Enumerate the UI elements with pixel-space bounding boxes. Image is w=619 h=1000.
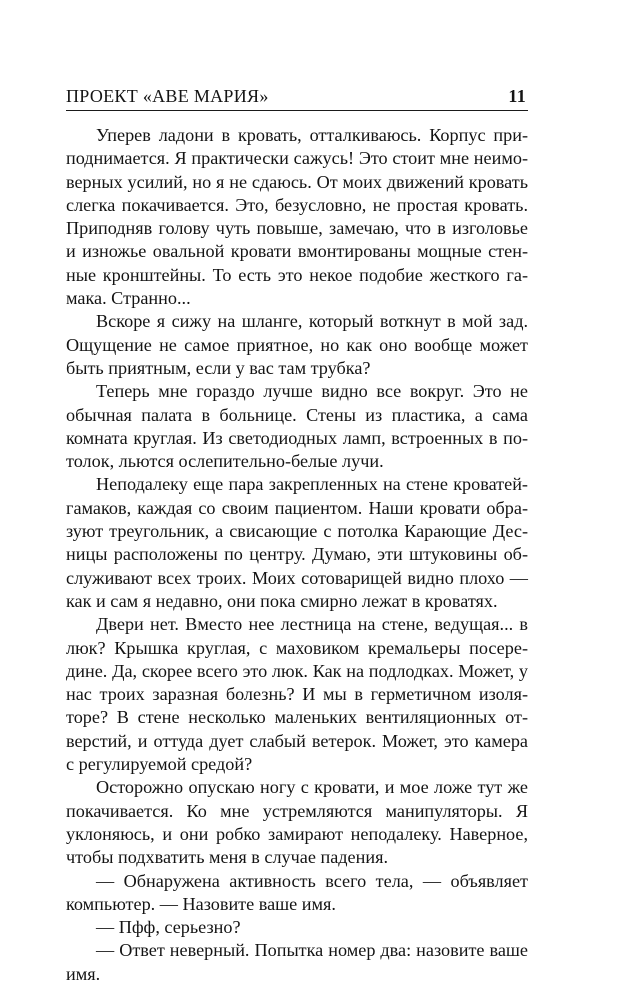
page-number: 11	[508, 86, 526, 106]
book-title: ПРОЕКТ «АВЕ МАРИЯ»	[66, 86, 269, 106]
paragraph-5: Двери нет. Вместо нее лестница на стене, ведущая... в люк? Крышка круглая, с маховиком кремальеры посередине. Да, скорее всего это люк. Как на подлодках. Может, у нас троих заразная болезнь? И мы в герметичном изоляторе? В стене несколько маленьких вентиляционных отверстий, и оттуда дует слабый ветерок. Может, это камера с регулируемой средой?	[66, 614, 528, 775]
paragraph-2: Вскоре я сижу на шланге, который воткнут в мой зад. Ощущение не самое приятное, но как оно вообще может быть приятным, если у вас там трубка?	[66, 311, 528, 378]
paragraph-4: Неподалеку еще пара закрепленных на стене кроватей-гамаков, каждая со своим пациентом. Наши кровати образуют треугольник, а свисающие с потолка Карающие Десницы расположены по центру. Думаю, эти штуковины обслуживают всех троих. Моих сотоварищей видно плохо — как и сам я недавно, они пока смирно лежат в кроватях.	[66, 474, 528, 611]
running-header	[66, 86, 528, 111]
paragraph-3: Теперь мне гораздо лучше видно все вокруг. Это не обычная палата в больнице. Стены из пластика, а сама комната круглая. Из светодиодных ламп, встроенных в потолок, льются ослепительно-белые лучи.	[66, 381, 528, 472]
dialogue-computer-2: — Ответ неверный. Попытка номер два: назовите ваше имя.	[66, 940, 528, 984]
paragraph-6: Осторожно опускаю ногу с кровати, и мое ложе тут же покачивается. Ко мне устремляются манипуляторы. Я уклоняюсь, и они робко замирают неподалеку. Наверное, чтобы подхватить меня в случае падения.	[66, 777, 528, 868]
body-text	[66, 124, 528, 986]
dialogue-computer-1: — Обнаружена активность всего тела, — объявляет компьютер. — Назовите ваше имя.	[66, 870, 528, 914]
dialogue-reply: — Пфф, серьезно?	[96, 917, 241, 938]
paragraph-1: Уперев ладони в кровать, отталкиваюсь. Корпус приподнимается. Я практически сажусь! Это стоит мне неимоверных усилий, но я не сдаюсь. От моих движений кровать слегка покачивается. Это, безусловно, не простая кровать. Приподняв голову чуть повыше, замечаю, что в изголовье и изножье овальной кровати вмонтированы мощные стенные кронштейны. То есть это некое подобие жесткого гамака. Странно...	[66, 125, 528, 309]
